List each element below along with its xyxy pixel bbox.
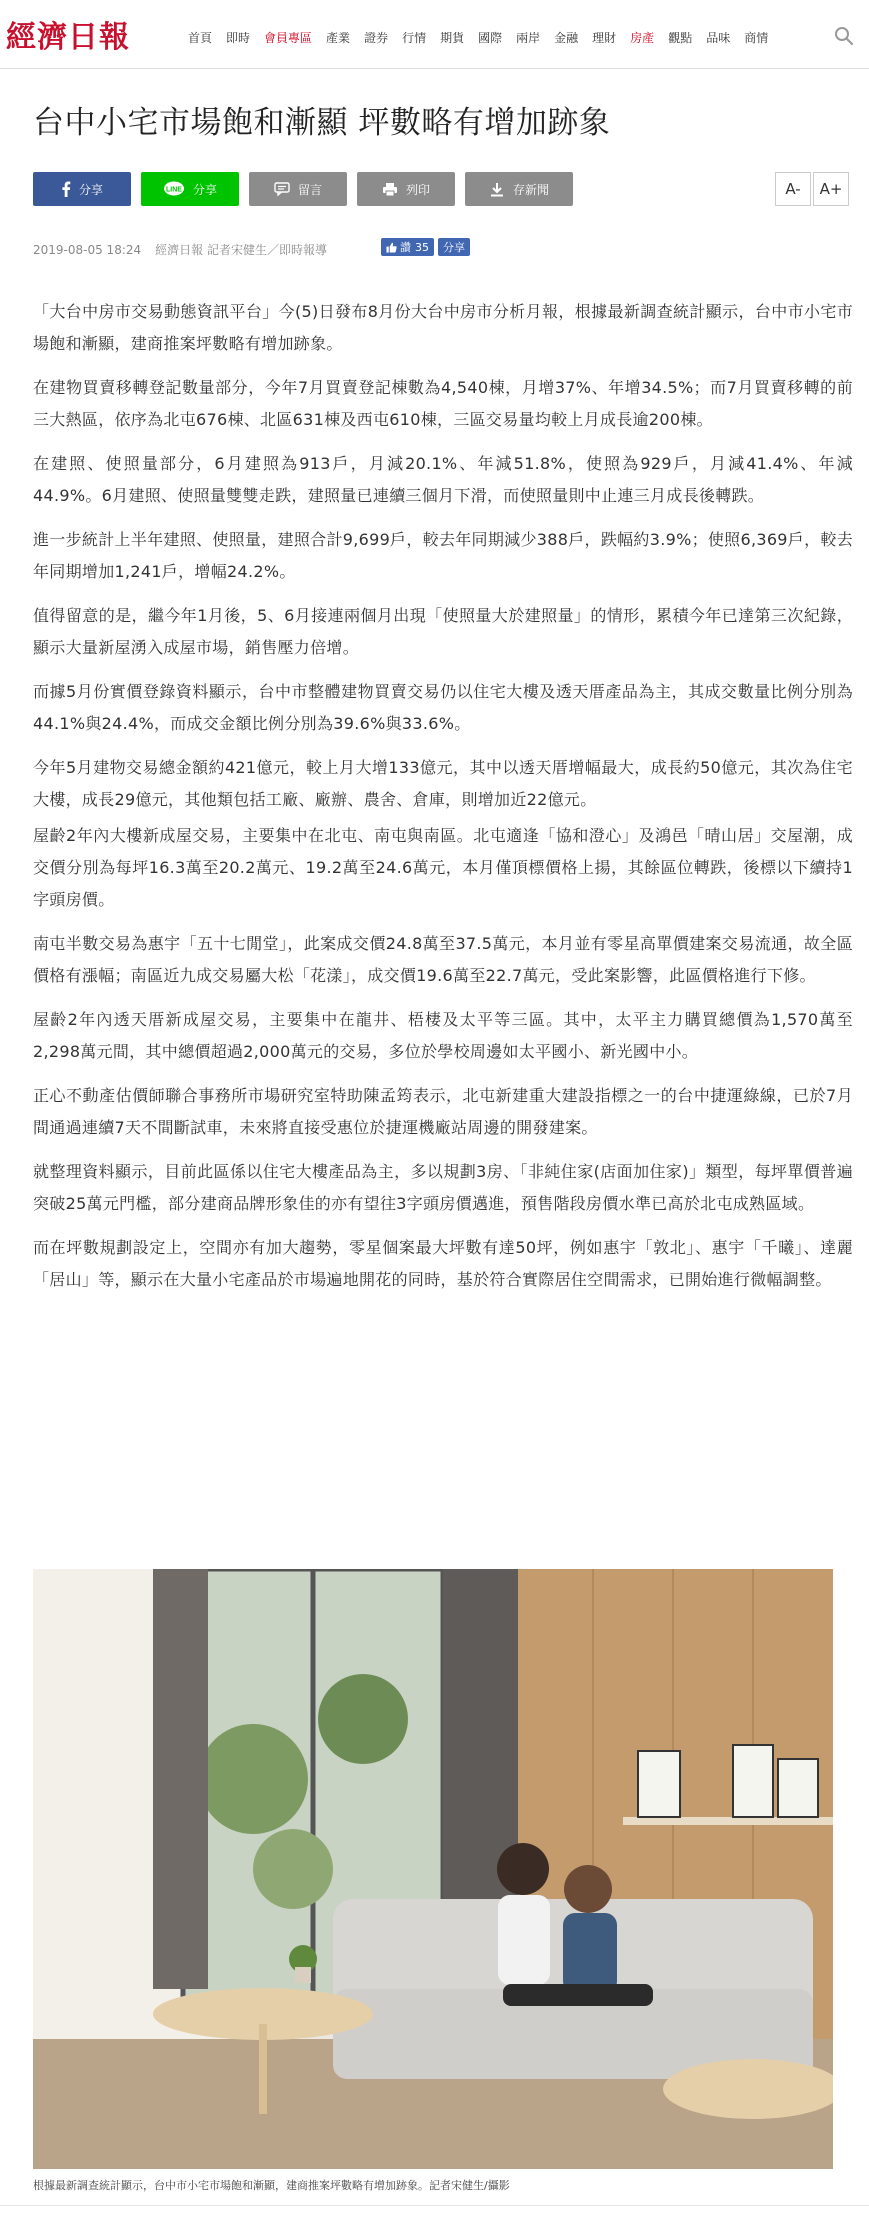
facebook-share-small-button[interactable]: 分享 xyxy=(438,238,470,256)
site-header xyxy=(0,0,869,69)
svg-text:LINE: LINE xyxy=(166,186,182,194)
article-paragraph-13: 而在坪數規劃設定上，空間亦有加大趨勢，零星個案最大坪數有達50坪，例如惠宇「敦北」、惠宇「千曦」、達麗「居山」等，顯示在大量小宅產品於市場遍地開花的同時，基於符合實際居住空間需求，已開始進行微幅調整。 xyxy=(33,1238,853,1289)
line-share-button[interactable] xyxy=(141,172,239,206)
nav-item-securities[interactable]: 證券 xyxy=(364,31,389,45)
article-meta xyxy=(33,241,327,258)
facebook-like-box xyxy=(381,238,470,256)
article-photo[interactable] xyxy=(33,1569,833,2169)
article-author: 經濟日報 記者宋健生／即時報導 xyxy=(155,243,327,257)
article-paragraph-10: 屋齡2年內透天厝新成屋交易，主要集中在龍井、梧棲及太平等三區。其中，太平主力購買總價為1,570萬至2,298萬元間，其中總價超過2,000萬元的交易，多位於學校周邊如太平國小、新光國中小。 xyxy=(33,1010,853,1061)
print-label: 列印 xyxy=(405,182,430,197)
article-paragraph-2: 在建物買賣移轉登記數量部分，今年7月買賣登記棟數為4,540棟，月增37%、年增34.5%；而7月買賣移轉的前三大熱區，依序為北屯676棟、北區631棟及西屯610棟，三區交易量均較上月成長逾200棟。 xyxy=(33,378,853,429)
article-paragraph-5: 值得留意的是，繼今年1月後，5、6月接連兩個月出現「使照量大於建照量」的情形，累積今年已達第三次紀錄，顯示大量新屋湧入成屋市場，銷售壓力倍增。 xyxy=(33,606,853,657)
nav-item-realtime[interactable]: 即時 xyxy=(226,31,251,45)
article-body xyxy=(33,296,853,1296)
nav-item-opinion[interactable]: 觀點 xyxy=(668,31,693,45)
comment-button[interactable] xyxy=(249,172,347,206)
article-paragraph-11: 正心不動產估價師聯合事務所市場研究室特助陳孟筠表示，北屯新建重大建設指標之一的台中捷運綠線，已於7月間通過連續7天不間斷試車，未來將直接受惠位於捷運機廠站周邊的開發建案。 xyxy=(33,1086,853,1137)
like-count: 35 xyxy=(415,240,429,254)
nav-item-business[interactable]: 商情 xyxy=(744,31,769,45)
nav-item-finance[interactable]: 金融 xyxy=(554,31,579,45)
nav-item-real-estate[interactable]: 房產 xyxy=(630,31,655,45)
nav-item-lifestyle[interactable]: 品味 xyxy=(706,31,731,45)
comment-label: 留言 xyxy=(297,182,322,197)
article-title: 台中小宅市場飽和漸顯 坪數略有增加跡象 xyxy=(33,105,611,141)
article-paragraph-6: 而據5月份實價登錄資料顯示，台中市整體建物買賣交易仍以住宅大樓及透天厝產品為主，其成交數量比例分別為44.1%與24.4%，而成交金額比例分別為39.6%與33.6%。 xyxy=(33,682,853,733)
facebook-share-button[interactable] xyxy=(33,172,131,206)
main-nav xyxy=(188,29,782,46)
print-button[interactable] xyxy=(357,172,455,206)
font-larger-button[interactable]: A+ xyxy=(813,172,849,206)
comment-icon xyxy=(274,182,290,196)
print-icon xyxy=(382,182,398,197)
like-button[interactable] xyxy=(381,238,434,256)
nav-item-member[interactable]: 會員專區 xyxy=(264,31,313,45)
article-paragraph-12: 就整理資料顯示，目前此區係以住宅大樓產品為主，多以規劃3房、「非純住家(店面加住家)」類型，每坪單價普遍突破25萬元門檻，部分建商品牌形象佳的亦有望往3字頭房價邁進，預售階段房價水準已高於北屯成熟區域。 xyxy=(33,1162,853,1213)
nav-item-cross-strait[interactable]: 兩岸 xyxy=(516,31,541,45)
nav-item-home[interactable]: 首頁 xyxy=(188,31,213,45)
page-divider xyxy=(0,2205,869,2206)
article-paragraph-8: 屋齡2年內大樓新成屋交易，主要集中在北屯、南屯與南區。北屯適逢「協和澄心」及鴻邑「晴山居」交屋潮，成交價分別為每坪16.3萬至20.2萬元、19.2萬至24.6萬元，本月僅頂標價格上揚，其餘區位轉跌，後標以下續持1字頭房價。 xyxy=(33,826,853,909)
article-date: 2019-08-05 18:24 xyxy=(33,242,142,257)
search-icon[interactable] xyxy=(834,26,854,46)
photo-caption: 根據最新調查統計顯示，台中市小宅市場飽和漸顯，建商推案坪數略有增加跡象。記者宋健生/攝影 xyxy=(33,2179,510,2192)
nav-item-industry[interactable]: 產業 xyxy=(326,31,351,45)
thumbs-up-icon xyxy=(386,242,397,253)
save-news-button[interactable] xyxy=(465,172,573,206)
nav-item-wealth[interactable]: 理財 xyxy=(592,31,617,45)
save-icon xyxy=(489,182,505,197)
article-paragraph-9: 南屯半數交易為惠宇「五十七閒堂」，此案成交價24.8萬至37.5萬元，本月並有零星高單價建案交易流通，故全區價格有漲幅；南區近九成交易屬大松「花漾」，成交價19.6萬至22.7萬元，受此案影響，此區價格進行下修。 xyxy=(33,934,853,985)
article-paragraph-1: 「大台中房市交易動態資訊平台」今(5)日發布8月份大台中房市分析月報，根據最新調查統計顯示，台中市小宅市場飽和漸顯，建商推案坪數略有增加跡象。 xyxy=(33,302,853,353)
article-figure xyxy=(33,1569,833,2193)
article-paragraph-7: 今年5月建物交易總金額約421億元，較上月大增133億元，其中以透天厝增幅最大，成長約50億元，其次為住宅大樓，成長29億元，其他類包括工廠、廠辦、農舍、倉庫，則增加近22億元。 xyxy=(33,758,853,809)
save-news-label: 存新聞 xyxy=(512,182,549,197)
line-share-label: 分享 xyxy=(192,182,217,197)
facebook-share-label: 分享 xyxy=(78,182,103,197)
like-label: 讚 xyxy=(400,241,411,254)
nav-item-futures[interactable]: 期貨 xyxy=(440,31,465,45)
nav-item-quotes[interactable]: 行情 xyxy=(402,31,427,45)
article-paragraph-3: 在建照、使照量部分，6月建照為913戶，月減20.1%、年減51.8%，使照為929戶，月減41.4%、年減44.9%。6月建照、使照量雙雙走跌，建照量已連續三個月下滑，而使照量則中止連三月成長後轉跌。 xyxy=(33,454,853,505)
facebook-icon xyxy=(61,181,71,197)
site-logo[interactable]: 經濟日報 xyxy=(6,20,130,55)
article-paragraph-4: 進一步統計上半年建照、使照量，建照合計9,699戶，較去年同期減少388戶，跌幅約3.9%；使照6,369戶，較去年同期增加1,241戶，增幅24.2%。 xyxy=(33,530,853,581)
nav-item-international[interactable]: 國際 xyxy=(478,31,503,45)
line-icon xyxy=(163,181,185,197)
font-smaller-button[interactable]: A- xyxy=(775,172,811,206)
